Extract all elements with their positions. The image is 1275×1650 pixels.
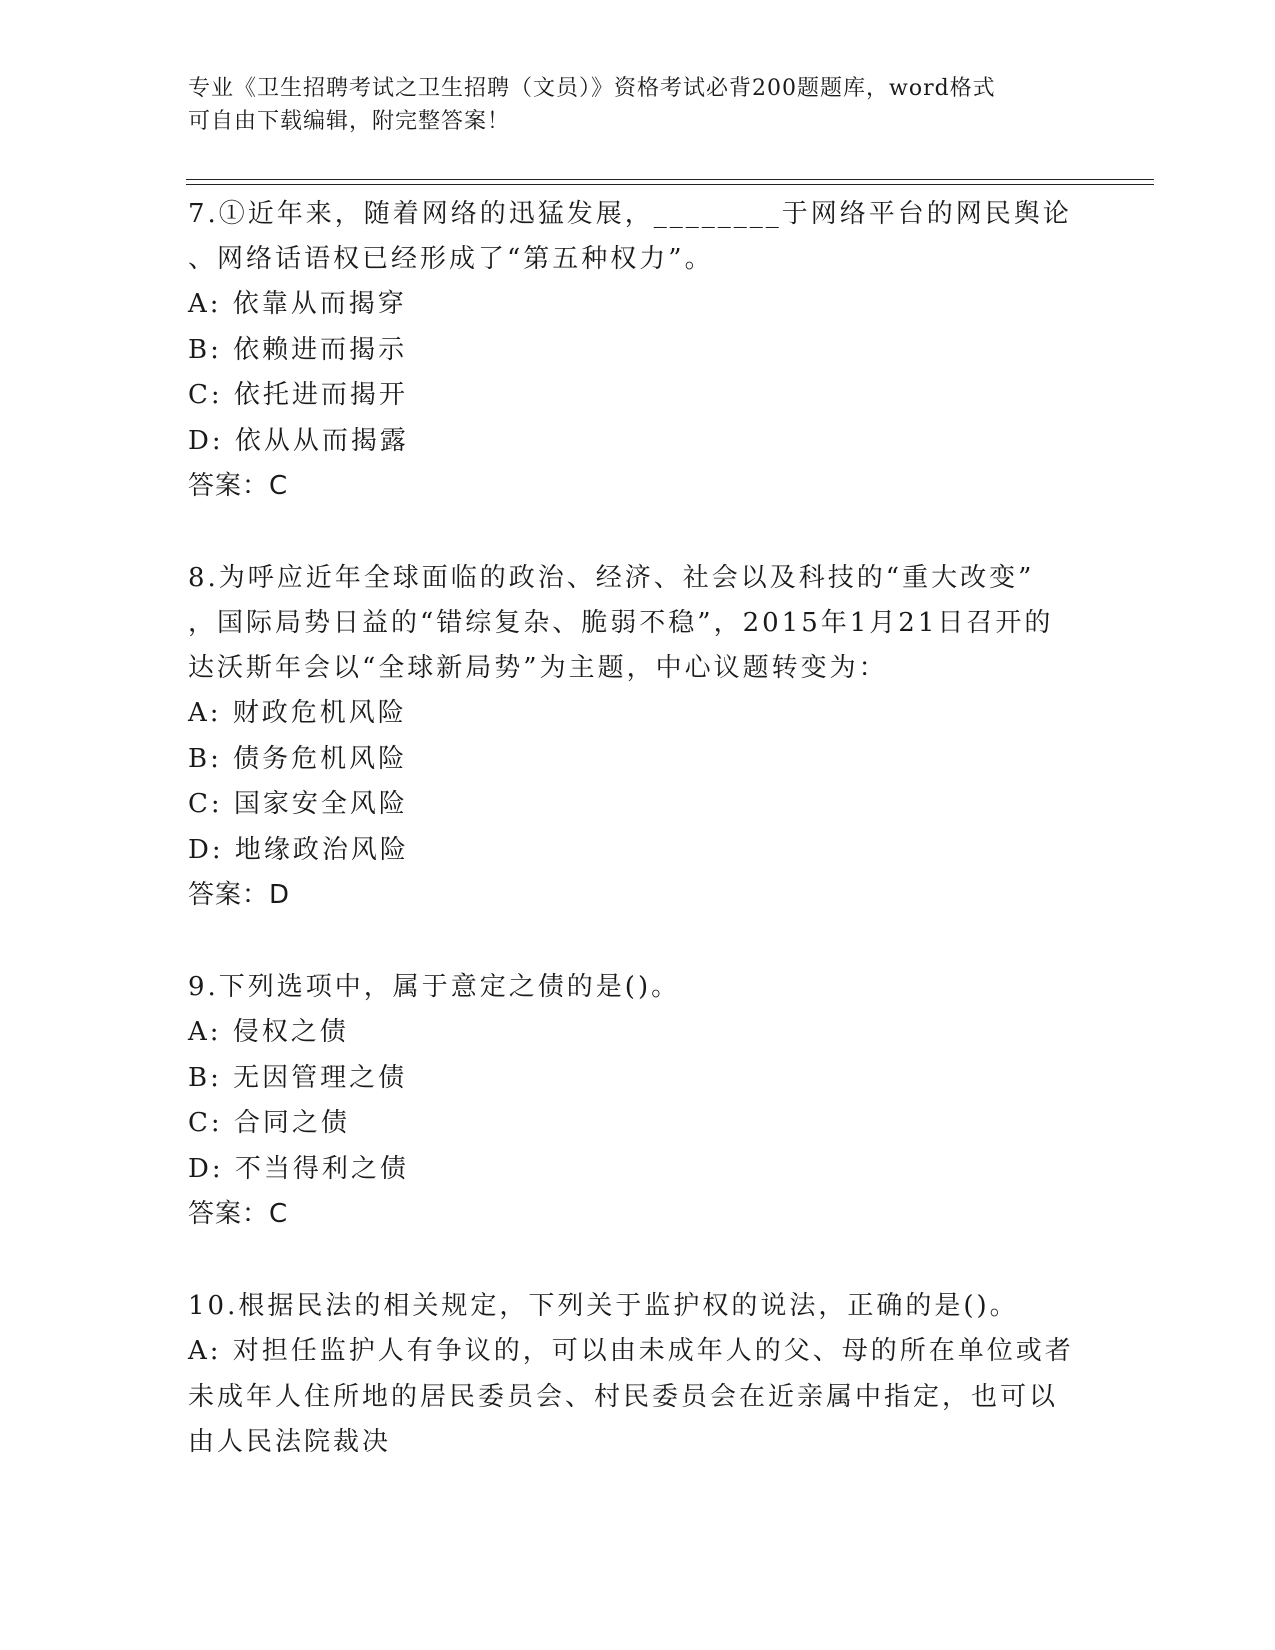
- option-a: A: 财政危机风险: [188, 698, 407, 728]
- question-stem-line: 9.下列选项中，属于意定之债的是()。: [188, 972, 681, 1002]
- option-b: B: 无因管理之债: [188, 1062, 408, 1093]
- option-a: A: 对担任监护人有争议的，可以由未成年人的父、母的所在单位或者: [188, 1336, 1074, 1366]
- question-7: [188, 192, 1088, 509]
- question-spacer: [188, 509, 1088, 556]
- answer-line: 答案：D: [188, 880, 291, 910]
- option-d: D: 不当得利之债: [188, 1153, 409, 1184]
- question-10: [188, 1284, 1088, 1466]
- option-d: D: 地缘政治风险: [188, 834, 409, 865]
- question-spacer: [188, 1237, 1088, 1284]
- option-d: D: 依从从而揭露: [188, 425, 409, 456]
- question-stem-line: 7.①近年来，随着网络的迅猛发展，________于网络平台的网民舆论: [188, 199, 1072, 229]
- option-a: A: 侵权之债: [188, 1017, 349, 1047]
- header-line-2: 可自由下载编辑，附完整答案！: [188, 109, 511, 134]
- option-b: B: 依赖进而揭示: [188, 334, 408, 365]
- option-c: C: 国家安全风险: [188, 789, 408, 819]
- option-c: C: 依托进而揭开: [188, 380, 408, 410]
- question-stem-line: ，国际局势日益的“错综复杂、脆弱不稳”，2015年1月21日召开的: [188, 608, 1054, 638]
- answer-line: 答案：C: [188, 1199, 289, 1229]
- header-rule-bottom: [186, 184, 1154, 185]
- answer-line: 答案：C: [188, 471, 289, 501]
- question-stem-line: 达沃斯年会以“全球新局势”为主题，中心议题转变为：: [188, 653, 888, 683]
- question-8: [188, 556, 1088, 918]
- header-rule-top: [186, 179, 1154, 180]
- question-9: [188, 965, 1088, 1237]
- question-stem-line: 、网络话语权已经形成了“第五种权力”。: [188, 244, 714, 274]
- question-stem-line: 10.根据民法的相关规定，下列关于监护权的说法，正确的是()。: [188, 1291, 1019, 1321]
- header-line-1: 专业《卫生招聘考试之卫生招聘（文员）》资格考试必背200题题库，word格式: [188, 76, 996, 101]
- option-a-continued: 由人民法院裁决: [188, 1427, 392, 1457]
- option-b: B: 债务危机风险: [188, 743, 408, 774]
- option-c: C: 合同之债: [188, 1108, 350, 1138]
- question-spacer: [188, 918, 1088, 965]
- option-a-continued: 未成年人住所地的居民委员会、村民委员会在近亲属中指定，也可以: [188, 1381, 1059, 1412]
- document-header: [188, 72, 1088, 138]
- option-a: A: 依靠从而揭穿: [188, 289, 407, 319]
- question-stem-line: 8.为呼应近年全球面临的政治、经济、社会以及科技的“重大改变”: [188, 563, 1035, 593]
- question-list: [188, 192, 1088, 1466]
